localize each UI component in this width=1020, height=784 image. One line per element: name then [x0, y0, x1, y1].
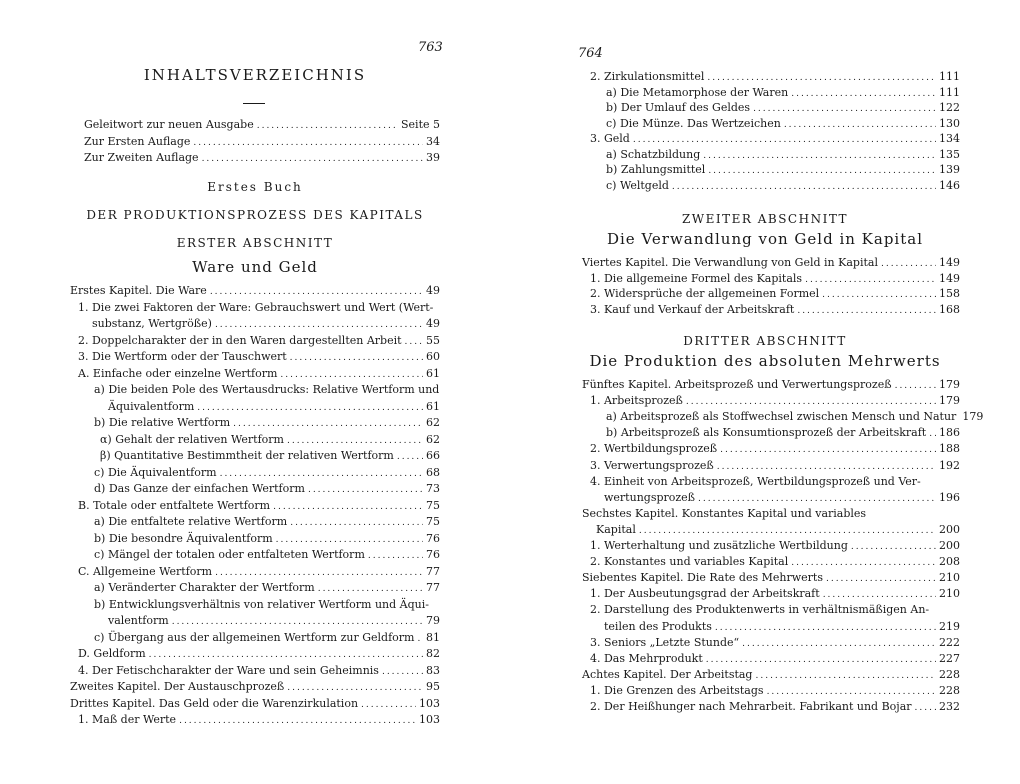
- toc-entry-page: 77: [426, 581, 440, 594]
- dot-leader: [715, 622, 936, 635]
- toc-entry-title: a) Die entfaltete relative Wertform: [94, 515, 288, 528]
- toc-entry-page: 111: [939, 85, 960, 99]
- toc-entry-title: b) Die relative Wertform: [94, 416, 231, 429]
- toc-entry-title: 1. Arbeitsprozeß: [590, 394, 683, 408]
- toc-entry-title: b) Zahlungsmittel: [606, 163, 706, 176]
- toc-entry: [94, 383, 440, 396]
- book-label: Erstes Buch: [207, 180, 303, 194]
- toc-entry-title: 1. Die allgemeine Formel des Kapitals: [590, 271, 803, 285]
- toc-entry: [108, 400, 440, 415]
- toc-title: INHALTSVERZEICHNIS: [143, 66, 367, 84]
- toc-entry-title: D. Geldform: [78, 647, 146, 660]
- toc-entry: [582, 668, 960, 683]
- toc-entry-title: Sechstes Kapitel. Konstantes Kapital und variables: [582, 506, 867, 520]
- dot-leader: [881, 258, 936, 271]
- toc-entry-page: 219: [939, 619, 960, 633]
- toc-entry-title: 2. Darstellung des Produktenwerts in verhältnismäßigen An-: [590, 603, 930, 617]
- toc-entry-page: 192: [939, 458, 960, 472]
- toc-entry: [78, 499, 440, 514]
- toc-entry-title: 2. Konstantes und variables Kapital: [590, 555, 789, 569]
- toc-entry-title: teilen des Produkts: [604, 619, 712, 633]
- toc-entry-page: 75: [426, 515, 440, 528]
- dot-leader: [210, 286, 423, 299]
- toc-entry-title: 4. Das Mehrprodukt: [590, 651, 703, 665]
- toc-entry: [94, 466, 440, 481]
- toc-entry-title: 1. Maß der Werte: [78, 713, 177, 726]
- toc-entry: [590, 603, 960, 616]
- section-title: Die Verwandlung von Geld in Kapital: [606, 230, 923, 248]
- toc-entry-title: c) Die Münze. Das Wertzeichen: [606, 116, 781, 130]
- toc-entry-title: c) Weltgeld: [606, 178, 669, 192]
- toc-entry-title: 1. Der Ausbeutungsgrad der Arbeitskraft: [590, 587, 820, 601]
- toc-entry-page: 146: [939, 178, 960, 192]
- dot-leader: [193, 137, 423, 150]
- section-label: ZWEITER ABSCHNITT: [681, 212, 849, 226]
- toc-entry: [590, 475, 960, 488]
- toc-entry-page: 196: [939, 490, 960, 504]
- toc-entry-title: α) Gehalt der relativen Wertform: [100, 432, 284, 446]
- toc-entry-page: Seite 5: [401, 118, 440, 131]
- toc-entry-page: 73: [426, 482, 440, 495]
- toc-entry-page: 103: [419, 713, 440, 726]
- toc-entry: [94, 581, 440, 596]
- dot-leader: [851, 541, 936, 554]
- toc-entry-title: b) Der Umlauf des Geldes: [606, 101, 751, 114]
- toc-entry-title: Zweites Kapitel. Der Austauschprozeß: [70, 680, 285, 693]
- toc-entry-title: 2. Doppelcharakter der in den Waren dargestellten Arbeit: [78, 333, 402, 347]
- dot-leader: [280, 369, 423, 382]
- dot-leader: [417, 633, 423, 646]
- dot-leader: [753, 103, 936, 116]
- toc-entry-title: 1. Die zwei Faktoren der Ware: Gebrauchswert und Wert (Wert-: [78, 300, 434, 314]
- toc-entry: [94, 631, 440, 646]
- toc-entry: [582, 378, 960, 393]
- toc-entry-title: 3. Die Wertform oder der Tauschwert: [78, 350, 287, 363]
- title-rule: [243, 103, 265, 104]
- toc-entry-page: 79: [426, 614, 440, 627]
- toc-entry-title: Zur Zweiten Auflage: [84, 151, 199, 164]
- dot-leader: [273, 501, 423, 514]
- dot-leader: [361, 699, 416, 712]
- toc-entry-page: 76: [426, 548, 440, 561]
- page-number: 764: [578, 46, 603, 61]
- toc-entry: [78, 565, 440, 580]
- toc-entry: [604, 491, 960, 506]
- toc-entry: [606, 410, 984, 425]
- toc-entry-title: 2. Widersprüche der allgemeinen Formel: [590, 287, 820, 300]
- toc-entry: [590, 636, 960, 651]
- dot-leader: [290, 352, 423, 365]
- toc-entry-page: 83: [426, 663, 440, 677]
- toc-entry-title: c) Übergang aus der allgemeinen Wertform zur Geldform: [94, 630, 415, 644]
- section-title: Die Produktion des absoluten Mehrwerts: [589, 352, 941, 370]
- toc-entry-page: 82: [426, 647, 440, 660]
- toc-entry-title: 2. Zirkulationsmittel: [590, 70, 705, 83]
- toc-entry-page: 200: [939, 522, 960, 536]
- right-page: [510, 0, 1020, 784]
- toc-entry-page: 49: [426, 317, 440, 330]
- toc-entry: [100, 433, 440, 448]
- dot-leader: [784, 119, 936, 132]
- section-label: DRITTER ABSCHNITT: [683, 334, 847, 348]
- toc-entry-title: 3. Verwertungsprozeß: [590, 458, 714, 472]
- dot-leader: [767, 686, 936, 699]
- toc-entry-page: 134: [939, 132, 960, 145]
- toc-entry: [78, 350, 440, 365]
- toc-entry-page: 158: [939, 287, 960, 300]
- toc-entry-page: 81: [426, 630, 440, 644]
- toc-entry: [70, 697, 440, 712]
- toc-entry: [590, 70, 960, 85]
- dot-leader: [717, 461, 936, 474]
- toc-entry-page: 34: [426, 134, 440, 148]
- dot-leader: [215, 319, 423, 332]
- toc-entry-page: 228: [939, 667, 960, 681]
- toc-entry: [78, 713, 440, 728]
- dot-leader: [405, 336, 423, 349]
- dot-leader: [895, 380, 936, 393]
- toc-entry-title: Fünftes Kapitel. Arbeitsprozeß und Verwertungsprozeß: [582, 378, 892, 391]
- toc-entry: [590, 539, 960, 554]
- toc-entry-page: 66: [426, 449, 440, 462]
- dot-leader: [698, 493, 936, 506]
- toc-entry-title: substanz, Wertgröße): [92, 317, 212, 330]
- dot-leader: [797, 305, 936, 318]
- dot-leader: [233, 418, 423, 431]
- toc-entry-page: 228: [939, 683, 960, 697]
- toc-entry-page: 210: [939, 571, 960, 585]
- dot-leader: [318, 583, 423, 596]
- dot-leader: [755, 670, 936, 683]
- toc-entry-page: 111: [939, 70, 960, 83]
- dot-leader: [805, 274, 936, 287]
- toc-entry-page: 179: [962, 410, 984, 424]
- dot-leader: [686, 396, 936, 409]
- toc-entry-title: Viertes Kapitel. Die Verwandlung von Geld in Kapital: [582, 256, 878, 269]
- toc-entry-page: 149: [939, 256, 960, 269]
- dot-leader: [382, 666, 423, 679]
- toc-entry-title: Zur Ersten Auflage: [84, 134, 191, 148]
- dot-leader: [707, 72, 936, 85]
- toc-entry-page: 232: [939, 700, 960, 713]
- toc-entry-page: 103: [419, 696, 440, 710]
- toc-entry-title: 3. Kauf und Verkauf der Arbeitskraft: [590, 302, 795, 316]
- dot-leader: [915, 702, 936, 715]
- toc-entry-title: A. Einfache oder einzelne Wertform: [78, 366, 278, 380]
- dot-leader: [179, 715, 416, 728]
- toc-entry-title: 4. Der Fetischcharakter der Ware und sein Geheimnis: [78, 663, 379, 677]
- toc-entry-title: b) Arbeitsprozeß als Konsumtionsprozeß der Arbeitskraft: [606, 426, 927, 440]
- toc-entry-title: a) Schatzbildung: [606, 147, 701, 161]
- toc-entry-title: a) Die Metamorphose der Waren: [606, 85, 789, 99]
- toc-entry: [590, 394, 960, 409]
- toc-entry: [84, 118, 440, 133]
- toc-entry-page: 135: [939, 147, 960, 161]
- dot-leader: [172, 616, 423, 629]
- dot-leader: [290, 517, 423, 530]
- toc-entry-title: Achtes Kapitel. Der Arbeitstag: [582, 667, 753, 681]
- toc-entry-page: 61: [426, 366, 440, 380]
- dot-leader: [287, 435, 423, 448]
- toc-entry: [606, 86, 960, 101]
- toc-entry: [590, 459, 960, 474]
- toc-entry-page: 222: [939, 635, 960, 649]
- toc-entry: [78, 301, 440, 314]
- dot-leader: [220, 468, 423, 481]
- toc-entry-title: 3. Geld: [590, 132, 630, 145]
- toc-entry: [94, 548, 440, 563]
- toc-entry: [70, 284, 440, 299]
- toc-entry: [606, 148, 960, 163]
- toc-entry-page: 77: [426, 564, 440, 578]
- toc-entry-page: 179: [939, 378, 960, 391]
- toc-entry: [94, 598, 440, 611]
- dot-leader: [706, 654, 936, 667]
- toc-entry: [590, 272, 960, 287]
- toc-entry: [78, 367, 440, 382]
- toc-entry: [94, 482, 440, 497]
- toc-entry-page: 76: [426, 531, 440, 545]
- toc-entry-title: 4. Einheit von Arbeitsprozeß, Wertbildungsprozeß und Ver-: [590, 474, 921, 488]
- toc-entry-page: 200: [939, 539, 960, 552]
- dot-leader: [720, 444, 936, 457]
- section-title: Ware und Geld: [192, 258, 318, 276]
- toc-entry: [590, 442, 960, 457]
- toc-entry-title: d) Das Ganze der einfachen Wertform: [94, 482, 305, 495]
- toc-entry-page: 49: [426, 284, 440, 297]
- dot-leader: [742, 638, 936, 651]
- dot-leader: [397, 451, 423, 464]
- toc-entry-title: C. Allgemeine Wertform: [78, 564, 213, 578]
- toc-entry: [606, 101, 960, 116]
- toc-entry: [596, 523, 960, 538]
- toc-entry-page: 186: [939, 426, 960, 440]
- toc-entry-page: 62: [426, 416, 440, 429]
- toc-entry: [78, 664, 440, 679]
- dot-leader: [202, 153, 423, 166]
- toc-entry-title: Drittes Kapitel. Das Geld oder die Warenzirkulation: [70, 696, 359, 710]
- section-label: ERSTER ABSCHNITT: [176, 236, 334, 250]
- toc-entry: [582, 507, 960, 520]
- toc-entry-page: 61: [426, 399, 440, 413]
- toc-entry-page: 188: [939, 442, 960, 456]
- dot-leader: [672, 181, 936, 194]
- toc-entry-title: B. Totale oder entfaltete Wertform: [78, 498, 271, 512]
- dot-leader: [929, 428, 936, 441]
- toc-entry-title: c) Mängel der totalen oder entfalteten Wertform: [94, 548, 365, 561]
- toc-entry: [590, 303, 960, 318]
- toc-entry: [590, 287, 960, 302]
- toc-entry-title: wertungsprozeß: [604, 490, 696, 504]
- toc-entry: [590, 132, 960, 147]
- toc-entry-page: 60: [426, 350, 440, 363]
- dot-leader: [791, 557, 936, 570]
- toc-entry: [108, 614, 440, 629]
- dot-leader: [149, 649, 423, 662]
- toc-entry-page: 62: [426, 432, 440, 446]
- dot-leader: [822, 289, 936, 302]
- dot-leader: [823, 589, 936, 602]
- toc-entry-page: 75: [426, 498, 440, 512]
- toc-entry-page: 227: [939, 651, 960, 665]
- dot-leader: [703, 150, 936, 163]
- toc-entry-title: b) Die besondre Äquivalentform: [94, 531, 273, 545]
- toc-entry-title: a) Veränderter Charakter der Wertform: [94, 581, 315, 594]
- toc-entry: [582, 256, 960, 271]
- toc-entry-page: 39: [426, 151, 440, 164]
- dot-leader: [639, 525, 936, 538]
- toc-entry-title: Siebentes Kapitel. Die Rate des Mehrwerts: [582, 571, 823, 585]
- toc-entry: [604, 620, 960, 635]
- toc-entry-page: 179: [939, 394, 960, 408]
- toc-entry-page: 122: [939, 101, 960, 114]
- toc-entry: [84, 151, 440, 166]
- toc-entry-page: 95: [426, 680, 440, 693]
- toc-entry: [92, 317, 440, 332]
- toc-entry: [606, 426, 960, 441]
- dot-leader: [826, 573, 936, 586]
- dot-leader: [708, 165, 936, 178]
- toc-entry-title: 3. Seniors „Letzte Stunde“: [590, 635, 740, 649]
- toc-entry-title: Geleitwort zur neuen Ausgabe: [84, 118, 254, 131]
- toc-entry: [84, 135, 440, 150]
- toc-entry-page: 210: [939, 587, 960, 601]
- toc-entry-page: 139: [939, 163, 960, 176]
- toc-entry: [70, 680, 440, 695]
- toc-entry: [94, 515, 440, 530]
- toc-entry-page: 149: [939, 271, 960, 285]
- dot-leader: [368, 550, 423, 563]
- toc-entry-title: 1. Die Grenzen des Arbeitstags: [590, 683, 764, 697]
- toc-entry-page: 55: [426, 333, 440, 347]
- dot-leader: [308, 484, 423, 497]
- dot-leader: [791, 88, 936, 101]
- toc-entry: [94, 532, 440, 547]
- toc-entry-title: 2. Der Heißhunger nach Mehrarbeit. Fabrikant und Bojar: [590, 700, 912, 713]
- dot-leader: [287, 682, 423, 695]
- toc-entry-title: Erstes Kapitel. Die Ware: [70, 284, 207, 297]
- toc-entry: [590, 700, 960, 715]
- toc-entry: [590, 555, 960, 570]
- dot-leader: [276, 534, 423, 547]
- toc-entry-page: 68: [426, 465, 440, 479]
- toc-entry-title: 1. Werterhaltung und zusätzliche Wertbildung: [590, 539, 848, 552]
- toc-entry: [582, 571, 960, 586]
- dot-leader: [215, 567, 423, 580]
- toc-entry-title: β) Quantitative Bestimmtheit der relativen Wertform: [100, 449, 394, 462]
- toc-entry: [606, 179, 960, 194]
- page-number: 763: [418, 40, 443, 55]
- toc-entry-title: a) Arbeitsprozeß als Stoffwechsel zwischen Mensch und Natur: [606, 410, 957, 424]
- toc-entry: [590, 652, 960, 667]
- toc-entry: [606, 163, 960, 178]
- toc-entry: [606, 117, 960, 132]
- toc-entry: [590, 684, 960, 699]
- toc-entry: [78, 647, 440, 662]
- toc-entry-title: Äquivalentform: [108, 399, 195, 413]
- toc-entry: [100, 449, 440, 464]
- toc-entry: [78, 334, 440, 349]
- toc-entry-title: Kapital: [596, 522, 636, 536]
- toc-entry-title: b) Entwicklungsverhältnis von relativer Wertform und Äqui-: [94, 597, 429, 611]
- dot-leader: [197, 402, 423, 415]
- book-title: DER PRODUKTIONSPROZESS DES KAPITALS: [86, 208, 424, 222]
- dot-leader: [633, 134, 936, 147]
- toc-entry-page: 168: [939, 302, 960, 316]
- toc-entry: [94, 416, 440, 431]
- toc-entry-page: 208: [939, 555, 960, 569]
- toc-entry-title: 2. Wertbildungsprozeß: [590, 442, 718, 456]
- toc-entry-title: a) Die beiden Pole des Wertausdrucks: Relative Wertform und: [94, 383, 440, 396]
- toc-entry-title: valentform: [108, 614, 169, 627]
- toc-entry: [590, 587, 960, 602]
- toc-entry-page: 130: [939, 116, 960, 130]
- dot-leader: [257, 120, 398, 133]
- toc-entry-title: c) Die Äquivalentform: [94, 465, 217, 479]
